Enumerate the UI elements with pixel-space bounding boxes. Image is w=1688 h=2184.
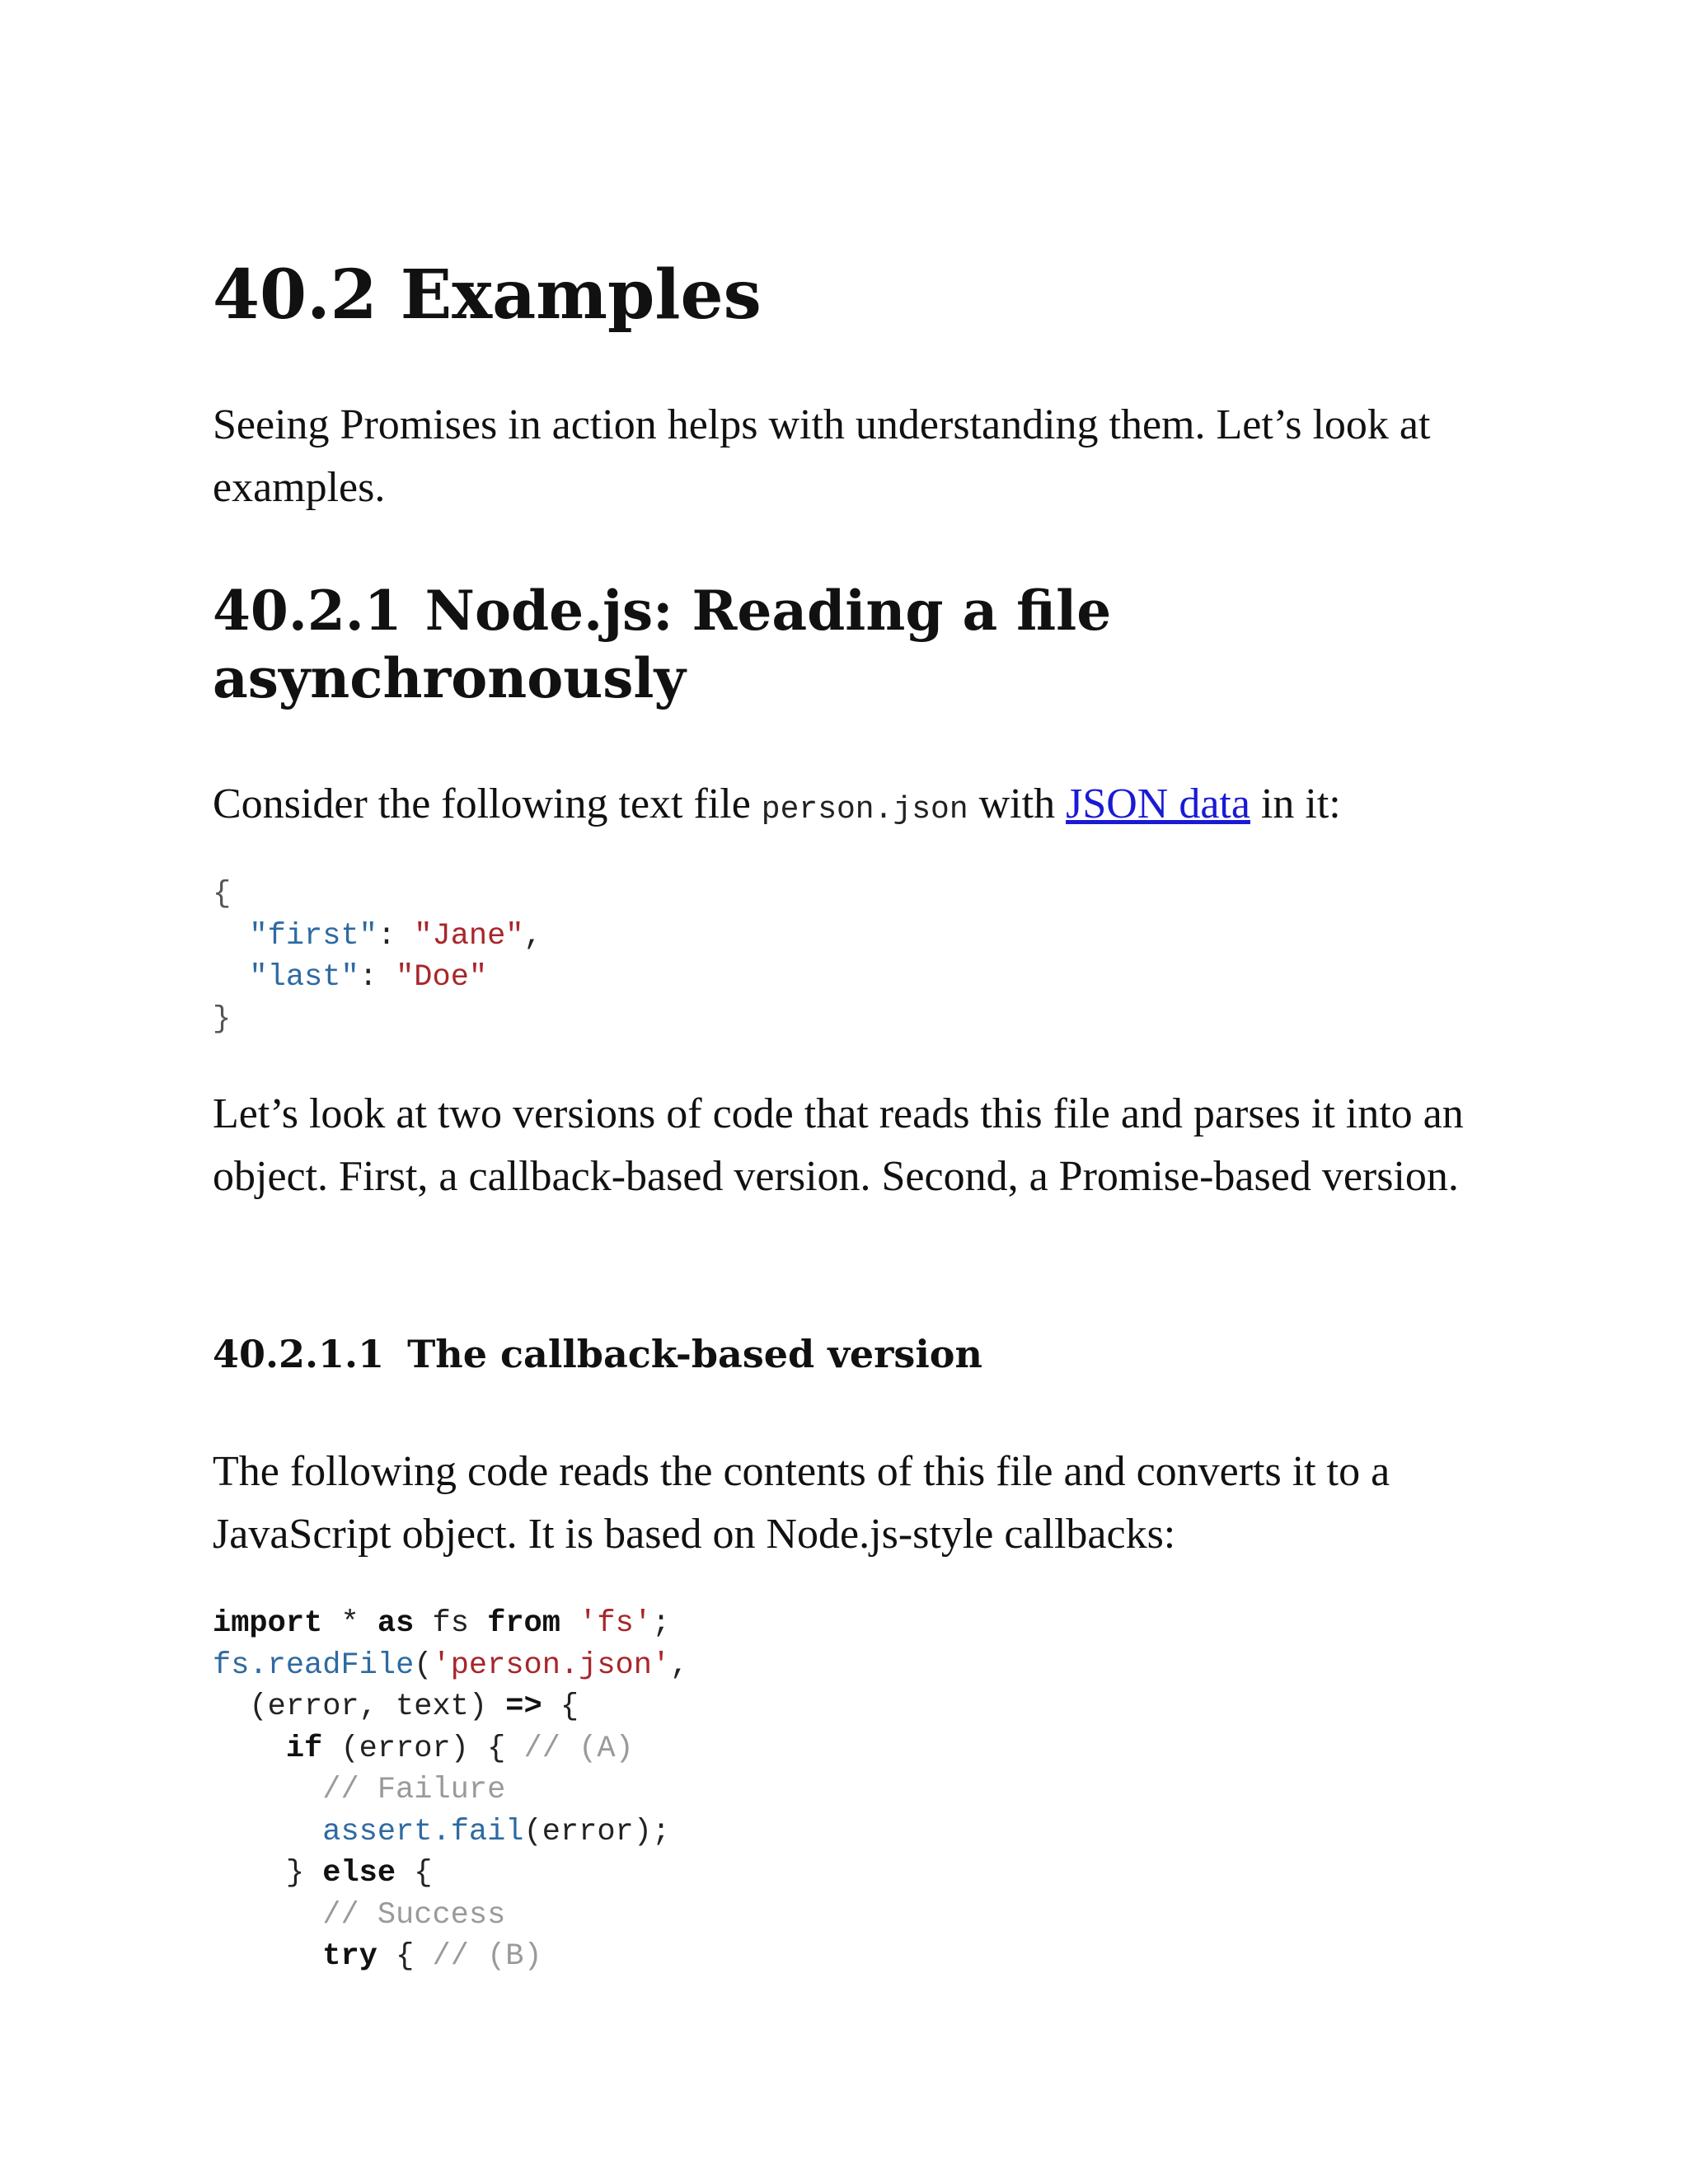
json-line: "first": "Jane", bbox=[249, 918, 542, 954]
callback-code-block bbox=[213, 1603, 688, 1978]
code-line: } else { bbox=[213, 1856, 433, 1891]
callback-description: The following code reads the contents of this file and converts it to a JavaScript object. It is based on Node.js-style callbacks: bbox=[213, 1448, 1390, 1558]
section-intro: Seeing Promises in action helps with understanding them. Let’s look at examples. bbox=[213, 401, 1431, 511]
subsubsection-heading bbox=[213, 1329, 982, 1380]
subsection-title: Node.js: Reading a file asynchronously bbox=[213, 579, 1112, 710]
consider-text-with: with bbox=[978, 780, 1056, 827]
subsubsection-title: The callback-based version bbox=[407, 1332, 982, 1376]
section-heading bbox=[213, 257, 762, 333]
json-code-block bbox=[213, 874, 542, 1040]
code-line: try { // (B) bbox=[322, 1939, 542, 1974]
section-number: 40.2 bbox=[213, 255, 377, 335]
consider-text-before: Consider the following text file bbox=[213, 780, 751, 827]
code-line: fs.readFile('person.json', bbox=[213, 1647, 689, 1683]
filename-code: person.json bbox=[761, 792, 968, 827]
subsubsection-number: 40.2.1.1 bbox=[213, 1332, 385, 1376]
json-line: { bbox=[213, 877, 232, 912]
json-data-link[interactable]: JSON data bbox=[1066, 780, 1250, 827]
code-line: assert.fail(error); bbox=[322, 1814, 671, 1849]
code-line: (error, text) => { bbox=[213, 1690, 579, 1724]
subsection-heading bbox=[213, 577, 1367, 712]
code-line: import * as fs from 'fs'; bbox=[213, 1606, 671, 1641]
code-line: // Success bbox=[322, 1897, 506, 1933]
code-line: if (error) { // (A) bbox=[285, 1731, 634, 1766]
versions-paragraph: Let’s look at two versions of code that reads this file and parses it into an object. First, a callback-based version. Second, a Promise-based version. bbox=[213, 1090, 1464, 1200]
subsection-number: 40.2.1 bbox=[213, 579, 402, 643]
json-line: } bbox=[213, 1001, 232, 1037]
consider-paragraph bbox=[213, 773, 1498, 841]
code-line: // Failure bbox=[322, 1773, 506, 1807]
json-line: "last": "Doe" bbox=[249, 960, 488, 995]
section-title: Examples bbox=[400, 255, 762, 335]
consider-text-after: in it: bbox=[1260, 780, 1341, 827]
